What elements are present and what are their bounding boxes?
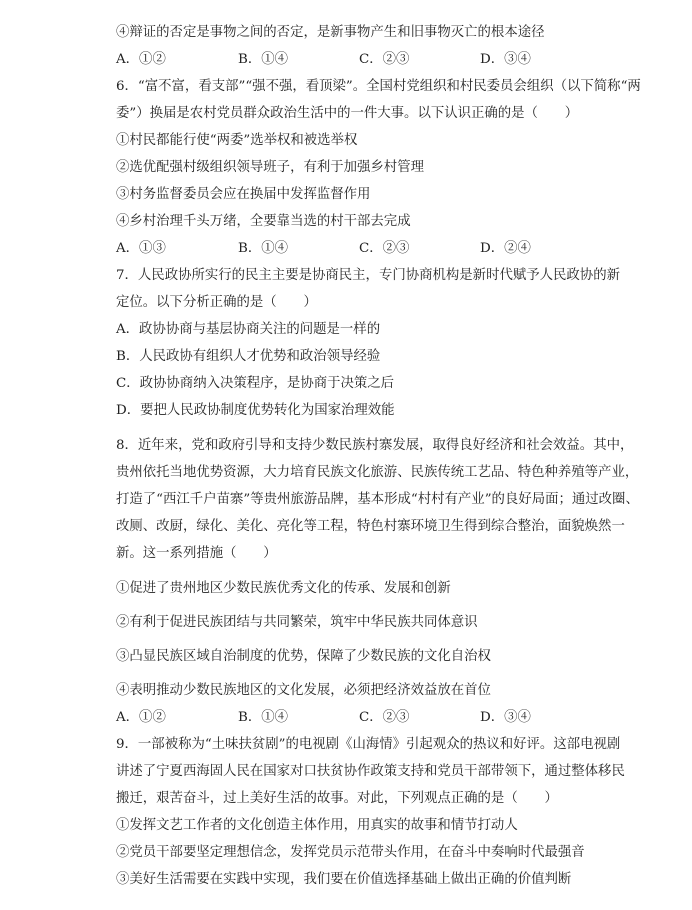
q9-statement-3: ③美好生活需要在实践中实现，我们要在价值选择基础上做出正确的价值判断 [116, 872, 572, 887]
q9-stem-line-1: 9．一部被称为“土味扶贫剧”的电视剧《山海情》引起观众的热议和好评。这部电视剧 [116, 737, 621, 752]
q8-stem-line-1: 8．近年来，党和政府引导和支持少数民族村寨发展，取得良好经济和社会效益。其中， [116, 438, 634, 453]
q7-option-d: D．要把人民政协制度优势转化为国家治理效能 [116, 403, 395, 418]
q8-statement-2: ②有利于促进民族团结与共同繁荣，筑牢中华民族共同体意识 [116, 615, 478, 630]
q6-option-d: D．②④ [480, 241, 531, 256]
q6-option-b: B．①④ [238, 241, 289, 256]
q5-option-c: C．②③ [359, 52, 410, 67]
q6-stem-line-1: 6．“富不富，看支部”“强不强，看顶梁”。全国村党组织和村民委员会组织（以下简称“两 [116, 79, 641, 94]
q5-statement-4: ④辩证的否定是事物之间的否定，是新事物产生和旧事物灭亡的根本途径 [116, 25, 545, 40]
q6-statement-2: ②选优配强村级组织领导班子，有利于加强乡村管理 [116, 160, 424, 175]
q8-option-a: A．①② [116, 710, 166, 725]
q6-stem-line-2: 委”）换届是农村党员群众政治生活中的一件大事。以下认识正确的是（ ） [116, 106, 579, 121]
q5-options [116, 51, 546, 69]
q6-statement-4: ④乡村治理千头万绪，全要靠当选的村干部去完成 [116, 214, 411, 229]
q9-stem-line-3: 搬迁，艰苦奋斗，过上美好生活的故事。对此，下列观点正确的是（ ） [116, 791, 558, 806]
q8-option-d: D．③④ [480, 710, 531, 725]
q6-options [116, 240, 546, 258]
q8-option-b: B．①④ [238, 710, 289, 725]
q8-statement-3: ③凸显民族区域自治制度的优势，保障了少数民族的文化自治权 [116, 649, 491, 664]
q8-option-c: C．②③ [359, 710, 410, 725]
q8-statement-1: ①促进了贵州地区少数民族优秀文化的传承、发展和创新 [116, 581, 451, 596]
q8-stem-line-3: 打造了“西江千户苗寨”等贵州旅游品牌，基本形成“村村有产业”的良好局面；通过改圈、 [116, 492, 639, 507]
q6-statement-3: ③村务监督委员会应在换届中发挥监督作用 [116, 187, 371, 202]
q9-statement-2: ②党员干部要坚定理想信念，发挥党员示范带头作用，在奋斗中奏响时代最强音 [116, 845, 585, 860]
q7-stem-line-1: 7．人民政协所实行的民主主要是协商民主，专门协商机构是新时代赋予人民政协的新 [116, 268, 620, 283]
q7-option-b: B．人民政协有组织人才优势和政治领导经验 [116, 349, 381, 364]
q8-stem-line-4: 改厕、改厨，绿化、美化、亮化等工程，特色村寨环境卫生得到综合整治，面貌焕然一 [116, 519, 625, 534]
q7-option-c: C．政协协商纳入决策程序，是协商于决策之后 [116, 376, 395, 391]
q5-option-d: D．③④ [480, 52, 531, 67]
q9-statement-1: ①发挥文艺工作者的文化创造主体作用，用真实的故事和情节打动人 [116, 818, 518, 833]
q7-stem-line-2: 定位。以下分析正确的是（ ） [116, 295, 317, 310]
q5-option-a: A．①② [116, 52, 166, 67]
q6-statement-1: ①村民都能行使“两委”选举权和被选举权 [116, 133, 358, 148]
q8-stem-line-5: 新。这一系列措施（ ） [116, 546, 277, 561]
q6-option-c: C．②③ [359, 241, 410, 256]
q6-option-a: A．①③ [116, 241, 166, 256]
q8-options [116, 709, 546, 727]
q9-stem-line-2: 讲述了宁夏西海固人民在国家对口扶贫协作政策支持和党员干部带领下，通过整体移民 [116, 764, 625, 779]
q5-option-b: B．①④ [238, 52, 289, 67]
q8-statement-4: ④表明推动少数民族地区的文化发展，必须把经济效益放在首位 [116, 683, 491, 698]
q8-stem-line-2: 贵州依托当地优势资源，大力培育民族文化旅游、民族传统工艺品、特色种养殖等产业， [116, 465, 639, 480]
q7-option-a: A．政协协商与基层协商关注的问题是一样的 [116, 322, 381, 337]
